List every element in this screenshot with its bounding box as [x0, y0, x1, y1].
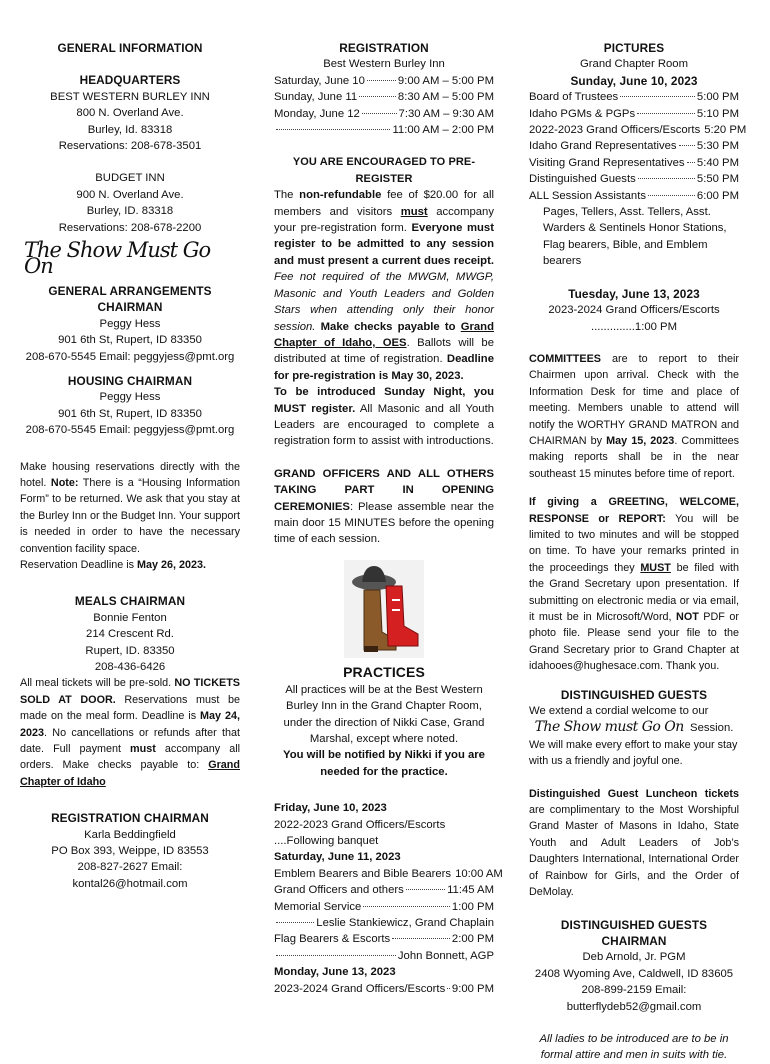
meals-heading: MEALS CHAIRMAN: [74, 594, 186, 609]
distinguished-guests-heading: DISTINGUISHED GUESTS: [560, 687, 708, 702]
schedule-row: Idaho PGMs & PGPs 5:10 PM: [529, 107, 739, 120]
registration-time-row: 11:00 AM – 2:00 PM: [274, 122, 494, 138]
distinguished-guests-chairman-contact: Deb Arnold, Jr. PGM 2408 Wyoming Ave, Caldwell, ID 83605 208-899-2159 Email: butterflydeb52@gmail.com: [534, 951, 734, 1013]
column-right: [529, 40, 747, 1064]
pre-register-text: The non-refundable fee of $20.00 for all members and visitors must accompany your pre-registration form. Everyone must register to be admitted to any session and must present a current dues receipt. Fee not required of the MWGM, MWGP, Masonic and Youth Leaders and Golden Stars when attending only their honor session. Make checks payable to Grand Chapter of Idaho, OES. Ballots will be distributed at time of registration. Deadline for pre-registration is May 30, 2023.: [274, 189, 495, 382]
show-title-logo: The Show Must Go On: [24, 238, 211, 279]
schedule-row: Flag Bearers & Escorts 2:00 PM: [274, 933, 494, 946]
sunday-introduction-text: To be introduced Sunday Night, you MUST register. All Masonic and all Youth Leaders are encouraged to complete a registration form to assist with introductions.: [274, 386, 494, 448]
housing-contact: Peggy Hess 901 6th St, Rupert, ID 83350 208-670-5545 Email: peggyjess@pmt.org: [25, 391, 235, 437]
luncheon-text: Distinguished Guest Luncheon tickets are complimentary to the Most Worshipful Grand Master of Masons in Idaho, State Youth and Adult Leaders of Job’s Daughters International, International Order of Rainbow for Girls, and the Order of DeMolay.: [529, 787, 739, 899]
registration-chairman-heading: REGISTRATION CHAIRMAN: [51, 811, 209, 826]
pictures-schedule: [529, 89, 747, 204]
schedule-row: Memorial Service 1:00 PM: [274, 900, 494, 913]
headquarters-address: BEST WESTERN BURLEY INN 800 N. Overland Ave. Burley, Id. 83318 Reservations: 208-678-3501: [50, 90, 210, 153]
schedule-row: Idaho Grand Representatives 5:30 PM: [529, 140, 739, 153]
registration-chairman-contact: Karla Beddingfield PO Box 393, Weippe, ID 83553 208-827-2627 Email: kontal26@hotmail.com: [51, 828, 209, 890]
saturday-heading: Saturday, June 11, 2023: [274, 851, 401, 864]
pictures-heading: PICTURES: [603, 41, 665, 55]
registration-venue: Best Western Burley Inn: [323, 58, 445, 71]
schedule-row: Distinguished Guests 5:50 PM: [529, 173, 739, 186]
pictures-venue: Grand Chapter Room: [580, 58, 688, 71]
column-middle: [274, 40, 503, 997]
friday-line: 2022-2023 Grand Officers/Escorts ....Following banquet: [274, 818, 446, 848]
schedule-row: John Bonnett, AGP: [274, 948, 494, 964]
registration-time-row: Monday, June 12 7:30 AM – 9:30 AM: [274, 107, 494, 120]
general-info-heading: GENERAL INFORMATION: [57, 41, 203, 55]
practices-heading: PRACTICES: [343, 663, 425, 680]
general-arrangements-contact: Peggy Hess 901 6th St, Rupert, ID 83350 208-670-5545 Email: peggyjess@pmt.org: [25, 317, 235, 363]
friday-heading: Friday, June 10, 2023: [274, 802, 387, 815]
meals-contact: Bonnie Fenton 214 Crescent Rd. Rupert, ID. 83350 208-436-6426: [85, 611, 175, 673]
general-arrangements-heading: GENERAL ARRANGEMENTS CHAIRMAN: [48, 283, 212, 315]
greeting-text: If giving a GREETING, WELCOME, RESPONSE or REPORT: You will be limited to two minutes and will be stopped on time. To have your remarks printed in the proceedings they MUST be filed with the Grand Secretary upon presentation. If submitting on electronic media or via email, it must be in Microsoft/Word, NOT PDF or photo file. Please send your file to the Grand Secretary prior to Grand Chapter at idahooes@hughesace.com. Thank you.: [529, 496, 740, 673]
headquarters-heading: HEADQUARTERS: [79, 73, 181, 88]
saturday-schedule: [274, 866, 503, 964]
distinguished-guests-session: The Show must Go On Session.: [534, 719, 734, 736]
registration-heading: REGISTRATION: [339, 41, 429, 55]
housing-note: Make housing reservations directly with the hotel. Note: There is a “Housing Information Form” to be returned. We ask that you stay at the Burley Inn or the Budget Inn. Your support is needed in order to have the necessary convention facility space. Reservation Deadline is May 26, 2023.: [20, 460, 240, 571]
schedule-row: ALL Session Assistants 6:00 PM: [529, 189, 739, 202]
pre-register-heading: YOU ARE ENCOURAGED TO PRE-REGISTER: [292, 156, 476, 185]
monday-heading: Monday, June 13, 2023: [274, 966, 396, 979]
schedule-row: 2023-2024 Grand Officers/Escorts 9:00 PM: [274, 982, 494, 995]
column-left: [20, 40, 240, 892]
tuesday-pictures-heading: Tuesday, June 13, 2023: [568, 286, 700, 301]
meals-note: All meal tickets will be pre-sold. NO TICKETS SOLD AT DOOR. Reservations must be made on the meal form. Deadline is May 24, 2023. No cancellations or refunds after that date. Full payment must accompany all orders. Make checks payable to: Grand Chapter of Idaho: [20, 677, 241, 788]
committees-text: COMMITTEES are to report to their Chairmen upon arrival. Check with the Information Desk for time and place of meeting. Members unable to attend will notify the WORTHY GRAND MATRON and CHAIRMAN by May 15, 2023. Committees making reports shall be in the near southeast 15 minutes before time of report.: [529, 352, 739, 480]
registration-time-row: Saturday, June 10 9:00 AM – 5:00 PM: [274, 74, 494, 87]
distinguished-guests-effort: We will make every effort to make your stay with us a friendly and joyful one.: [529, 738, 738, 768]
registration-times: [274, 73, 494, 139]
housing-heading: HOUSING CHAIRMAN: [67, 373, 193, 388]
sunday-pictures-heading: Sunday, June 10, 2023: [570, 73, 698, 88]
schedule-row: Visiting Grand Representatives 5:40 PM: [529, 156, 739, 169]
practices-notice: You will be notified by Nikki if you are needed for the practice.: [283, 749, 485, 778]
registration-time-row: Sunday, June 11 8:30 AM – 5:00 PM: [274, 91, 494, 104]
schedule-row: Grand Officers and others 11:45 AM: [274, 884, 494, 897]
schedule-row: 2022-2023 Grand Officers/Escorts 5:20 PM: [529, 124, 747, 137]
opening-ceremonies-text: GRAND OFFICERS AND ALL OTHERS TAKING PART IN OPENING CEREMONIES: Please assemble near the main door 15 MINUTES before the opening time of each session.: [274, 467, 494, 546]
distinguished-guests-chairman-heading: DISTINGUISHED GUESTS CHAIRMAN: [560, 917, 708, 948]
schedule-row: Leslie Stankiewicz, Grand Chaplain: [274, 915, 494, 931]
budget-inn-address: BUDGET INN 900 N. Overland Ave. Burley, ID. 83318 Reservations: 208-678-2200: [58, 172, 202, 234]
cowboy-boots-icon: [344, 560, 424, 658]
attire-note: All ladies to be introduced are to be in formal attire and men in suits with tie.: [539, 1032, 729, 1062]
assistants-detail: Pages, Tellers, Asst. Tellers, Asst. Warders & Sentinels Honor Stations, Flag bearers, Bible, and Emblem bearers: [543, 206, 727, 268]
distinguished-guests-welcome: We extend a cordial welcome to our: [529, 705, 709, 718]
practices-text: All practices will be at the Best Western Burley Inn in the Grand Chapter Room, under the direction of Nikki Case, Grand Marshal, except where noted.: [283, 683, 485, 745]
schedule-row: Emblem Bearers and Bible Bearers 10:00 AM: [274, 867, 503, 880]
schedule-row: Board of Trustees 5:00 PM: [529, 91, 739, 104]
tuesday-pictures-line: 2023-2024 Grand Officers/Escorts ..............1:00 PM: [548, 304, 720, 333]
